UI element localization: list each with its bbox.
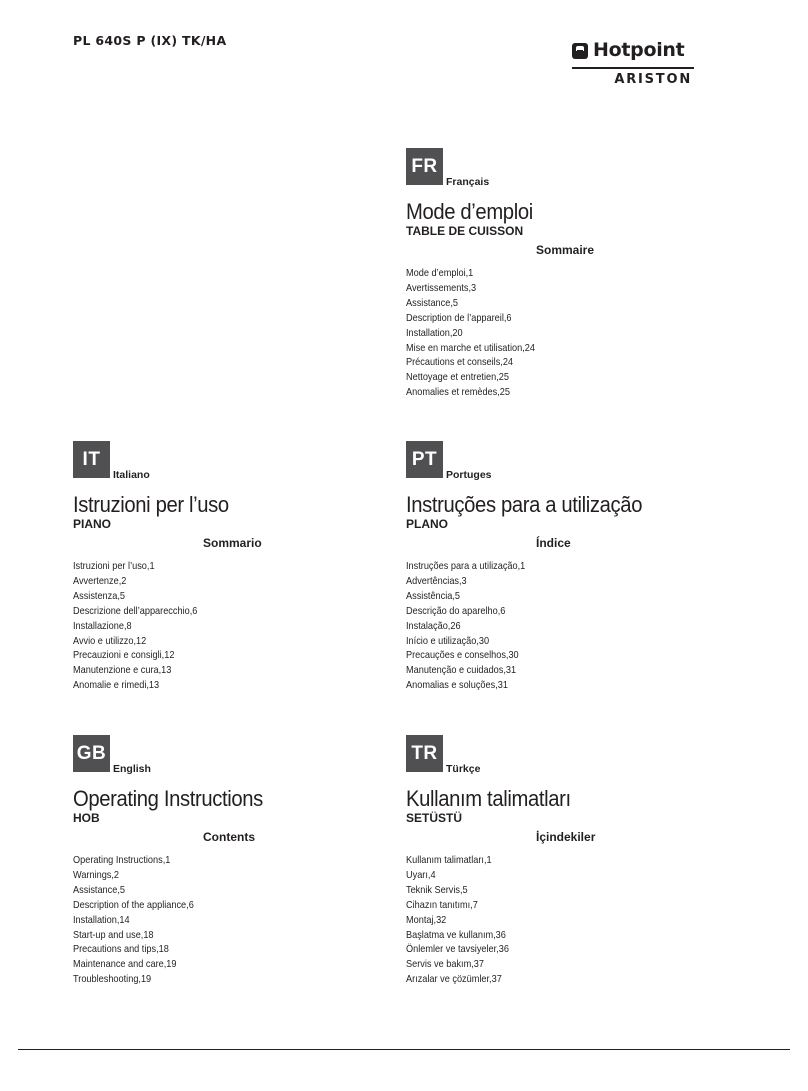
toc-item: Anomalie e rimedi,13 [73,680,160,692]
toc-item: Start-up and use,18 [73,929,154,941]
toc-item: Warnings,2 [73,869,120,881]
language-name-gb: English [113,763,151,775]
manual-title-it: Istruzioni per l’uso [73,492,229,517]
section-gb [73,735,413,988]
language-name-fr: Français [446,176,490,188]
toc-item: Manutenção e cuidados,31 [406,665,517,677]
toc-item: Anomalies et remèdes,25 [406,387,510,399]
toc-item: Installation,20 [406,327,463,339]
language-badge-it: IT [73,441,110,478]
toc-item: Mise en marche et utilisation,24 [406,342,535,354]
toc-item: Arızalar ve çözümler,37 [406,974,502,986]
toc-list-pt [406,560,746,694]
toc-item: Descrizione dell’apparecchio,6 [73,605,198,617]
brand-ariston: ARISTON [614,72,692,87]
toc-heading-gb: Contents [203,830,255,844]
language-badge-fr: FR [406,148,443,185]
toc-item: Description de l’appareil,6 [406,312,512,324]
toc-item: Advertências,3 [406,575,467,587]
section-fr [406,148,746,401]
toc-item: Assistance,5 [73,884,125,896]
language-badge-pt: PT [406,441,443,478]
toc-item: Nettoyage et entretien,25 [406,372,509,384]
toc-item: Cihazın tanıtımı,7 [406,899,478,911]
toc-item: Descrição do aparelho,6 [406,605,506,617]
language-name-it: Italiano [113,469,150,481]
logo-divider [572,67,694,69]
manual-title-fr: Mode d’emploi [406,199,533,224]
footer-divider [18,1049,790,1050]
toc-item: Mode d’emploi,1 [406,268,474,279]
language-badge-gb: GB [73,735,110,772]
toc-item: Troubleshooting,19 [73,974,152,986]
toc-list-tr [406,854,746,988]
toc-item: Servis ve bakım,37 [406,959,484,971]
toc-item: Assistance,5 [406,297,458,309]
language-name-pt: Portuges [446,469,492,481]
toc-item: Başlatma ve kullanım,36 [406,929,506,941]
toc-item: Uyarı,4 [406,869,436,881]
toc-item: Istruzioni per l’uso,1 [73,561,155,572]
toc-item: Operating Instructions,1 [73,855,171,866]
toc-item: Assistenza,5 [73,590,125,602]
toc-item: Installation,14 [73,914,130,926]
section-pt [406,441,746,694]
toc-item: Manutenzione e cura,13 [73,665,172,677]
toc-heading-fr: Sommaire [536,243,595,257]
toc-item: Maintenance and care,19 [73,959,177,971]
toc-item: Montaj,32 [406,914,447,926]
hotpoint-ariston-logo [572,39,694,89]
toc-heading-it: Sommario [203,536,262,550]
toc-item: Assistência,5 [406,590,461,602]
section-it [73,441,413,694]
toc-item: Kullanım talimatları,1 [406,855,492,866]
toc-item: Précautions et conseils,24 [406,357,514,369]
manual-title-tr: Kullanım talimatları [406,786,571,811]
toc-item: Precautions and tips,18 [73,944,169,956]
manual-title-gb: Operating Instructions [73,786,263,811]
product-type-it: PIANO [73,517,112,531]
section-tr [406,735,746,988]
toc-item: Installazione,8 [73,620,132,632]
toc-list-fr [406,267,746,401]
toc-heading-pt: Índice [536,536,571,550]
hotpoint-mark-icon [572,43,588,59]
brand-hotpoint: Hotpoint [593,39,685,61]
manual-title-pt: Instruções para a utilização [406,492,643,517]
language-name-tr: Türkçe [446,763,481,775]
toc-item: Teknik Servis,5 [406,884,468,896]
toc-item: Instruções para a utilização,1 [406,561,526,572]
toc-item: Precauções e conselhos,30 [406,650,519,662]
product-type-pt: PLANO [406,517,448,531]
toc-item: Início e utilização,30 [406,635,490,647]
product-type-gb: HOB [73,811,100,825]
toc-item: Avertissements,3 [406,282,477,294]
toc-item: Önlemler ve tavsiyeler,36 [406,944,509,956]
toc-item: Anomalias e soluções,31 [406,680,508,692]
toc-list-gb [73,854,413,988]
toc-heading-tr: İçindekiler [536,830,596,844]
product-type-fr: TABLE DE CUISSON [406,224,524,238]
toc-item: Avvio e utilizzo,12 [73,635,147,647]
product-type-tr: SETÜSTÜ [406,811,463,825]
toc-list-it [73,560,413,694]
toc-item: Description of the appliance,6 [73,899,194,911]
toc-item: Avvertenze,2 [73,575,127,587]
toc-item: Instalação,26 [406,620,461,632]
language-badge-tr: TR [406,735,443,772]
toc-item: Precauzioni e consigli,12 [73,650,175,662]
model-number: PL 640S P (IX) TK/HA [73,33,227,48]
